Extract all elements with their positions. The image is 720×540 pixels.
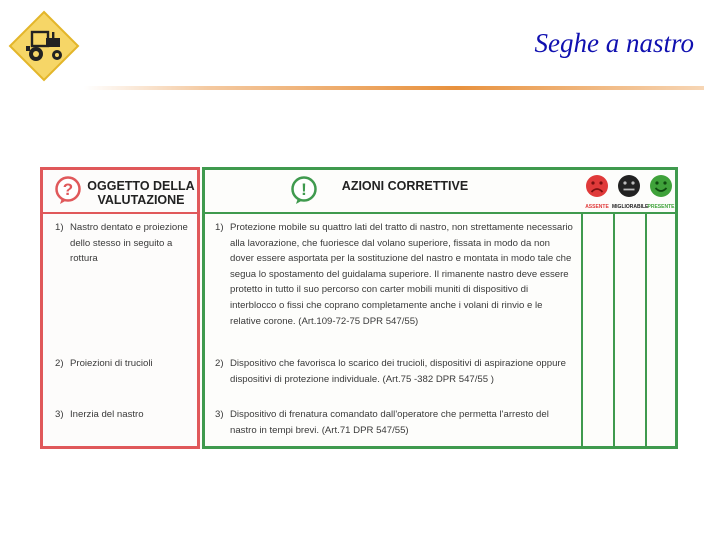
status-legend — [583, 174, 675, 214]
object-row-1-number: 1) — [55, 222, 64, 233]
object-row-3-number: 3) — [55, 409, 64, 420]
evaluation-card — [40, 167, 678, 449]
question-icon — [53, 176, 83, 206]
title-divider — [84, 86, 704, 90]
action-row-2 — [215, 356, 575, 387]
object-row-2 — [55, 356, 193, 372]
evaluation-object-heading: OGGETTO DELLA VALUTAZIONE — [87, 179, 195, 207]
action-row-1-text: Protezione mobile su quattro lati del tratto di nastro, non strettamente necessario alla lavorazione, che fuoriesce dal volano superiore, fissata in modo da non dover essere asportata per la sostituzione del nastro e montata in modo tale che segua lo spostamento del guidalama superiore. Il rimanente nastro deve essere protetto in tutto il suo percorso con carter mobili muniti di dispositivo di interblocco o fissi che coprano completamente anche i volani di rinvio e le relative corone. (Art.109-72-75 DPR 547/55) — [230, 222, 573, 327]
evaluation-object-panel — [40, 167, 200, 449]
action-row-1-number: 1) — [215, 222, 224, 233]
status-label-present: PRESENTE — [647, 204, 675, 210]
action-row-1 — [215, 220, 575, 329]
object-row-1-text: Nastro dentato e proiezione dello stesso in seguito a rottura — [70, 222, 188, 265]
corrective-actions-heading: AZIONI CORRETTIVE — [341, 179, 469, 193]
exclamation-icon — [289, 176, 319, 206]
object-row-2-number: 2) — [55, 358, 64, 369]
corrective-actions-panel — [202, 167, 678, 449]
corrective-actions-header — [205, 170, 675, 214]
slide-title: Seghe a nastro — [534, 28, 694, 58]
object-row-3-text: Inerzia del nastro — [70, 409, 144, 420]
tractor-logo — [8, 10, 80, 82]
happy-face-icon — [649, 174, 673, 198]
object-row-1 — [55, 220, 193, 267]
evaluation-object-header — [43, 170, 197, 214]
status-label-improvable: MIGLIORABILE — [612, 204, 649, 210]
status-label-absent: ASSENTE — [585, 204, 609, 210]
action-row-2-number: 2) — [215, 358, 224, 369]
action-row-3-number: 3) — [215, 409, 224, 420]
object-row-3 — [55, 407, 193, 423]
svg-text:!: ! — [301, 180, 307, 199]
status-column-divider — [581, 214, 583, 446]
svg-text:?: ? — [62, 180, 74, 199]
sad-face-icon — [585, 174, 609, 198]
object-row-2-text: Proiezioni di trucioli — [70, 358, 153, 369]
action-row-3 — [215, 407, 575, 438]
neutral-face-icon — [617, 174, 641, 198]
status-column-divider — [645, 214, 647, 446]
action-row-3-text: Dispositivo di frenatura comandato dall'operatore che permetta l'arresto del nastro in tempi brevi. (Art.71 DPR 547/55) — [230, 409, 549, 436]
status-column-divider — [613, 214, 615, 446]
action-row-2-text: Dispositivo che favorisca lo scarico dei trucioli, dispositivi di aspirazione oppure dispositivi di protezione individuale. (Art.75 -382 DPR 547/55 ) — [230, 358, 566, 385]
